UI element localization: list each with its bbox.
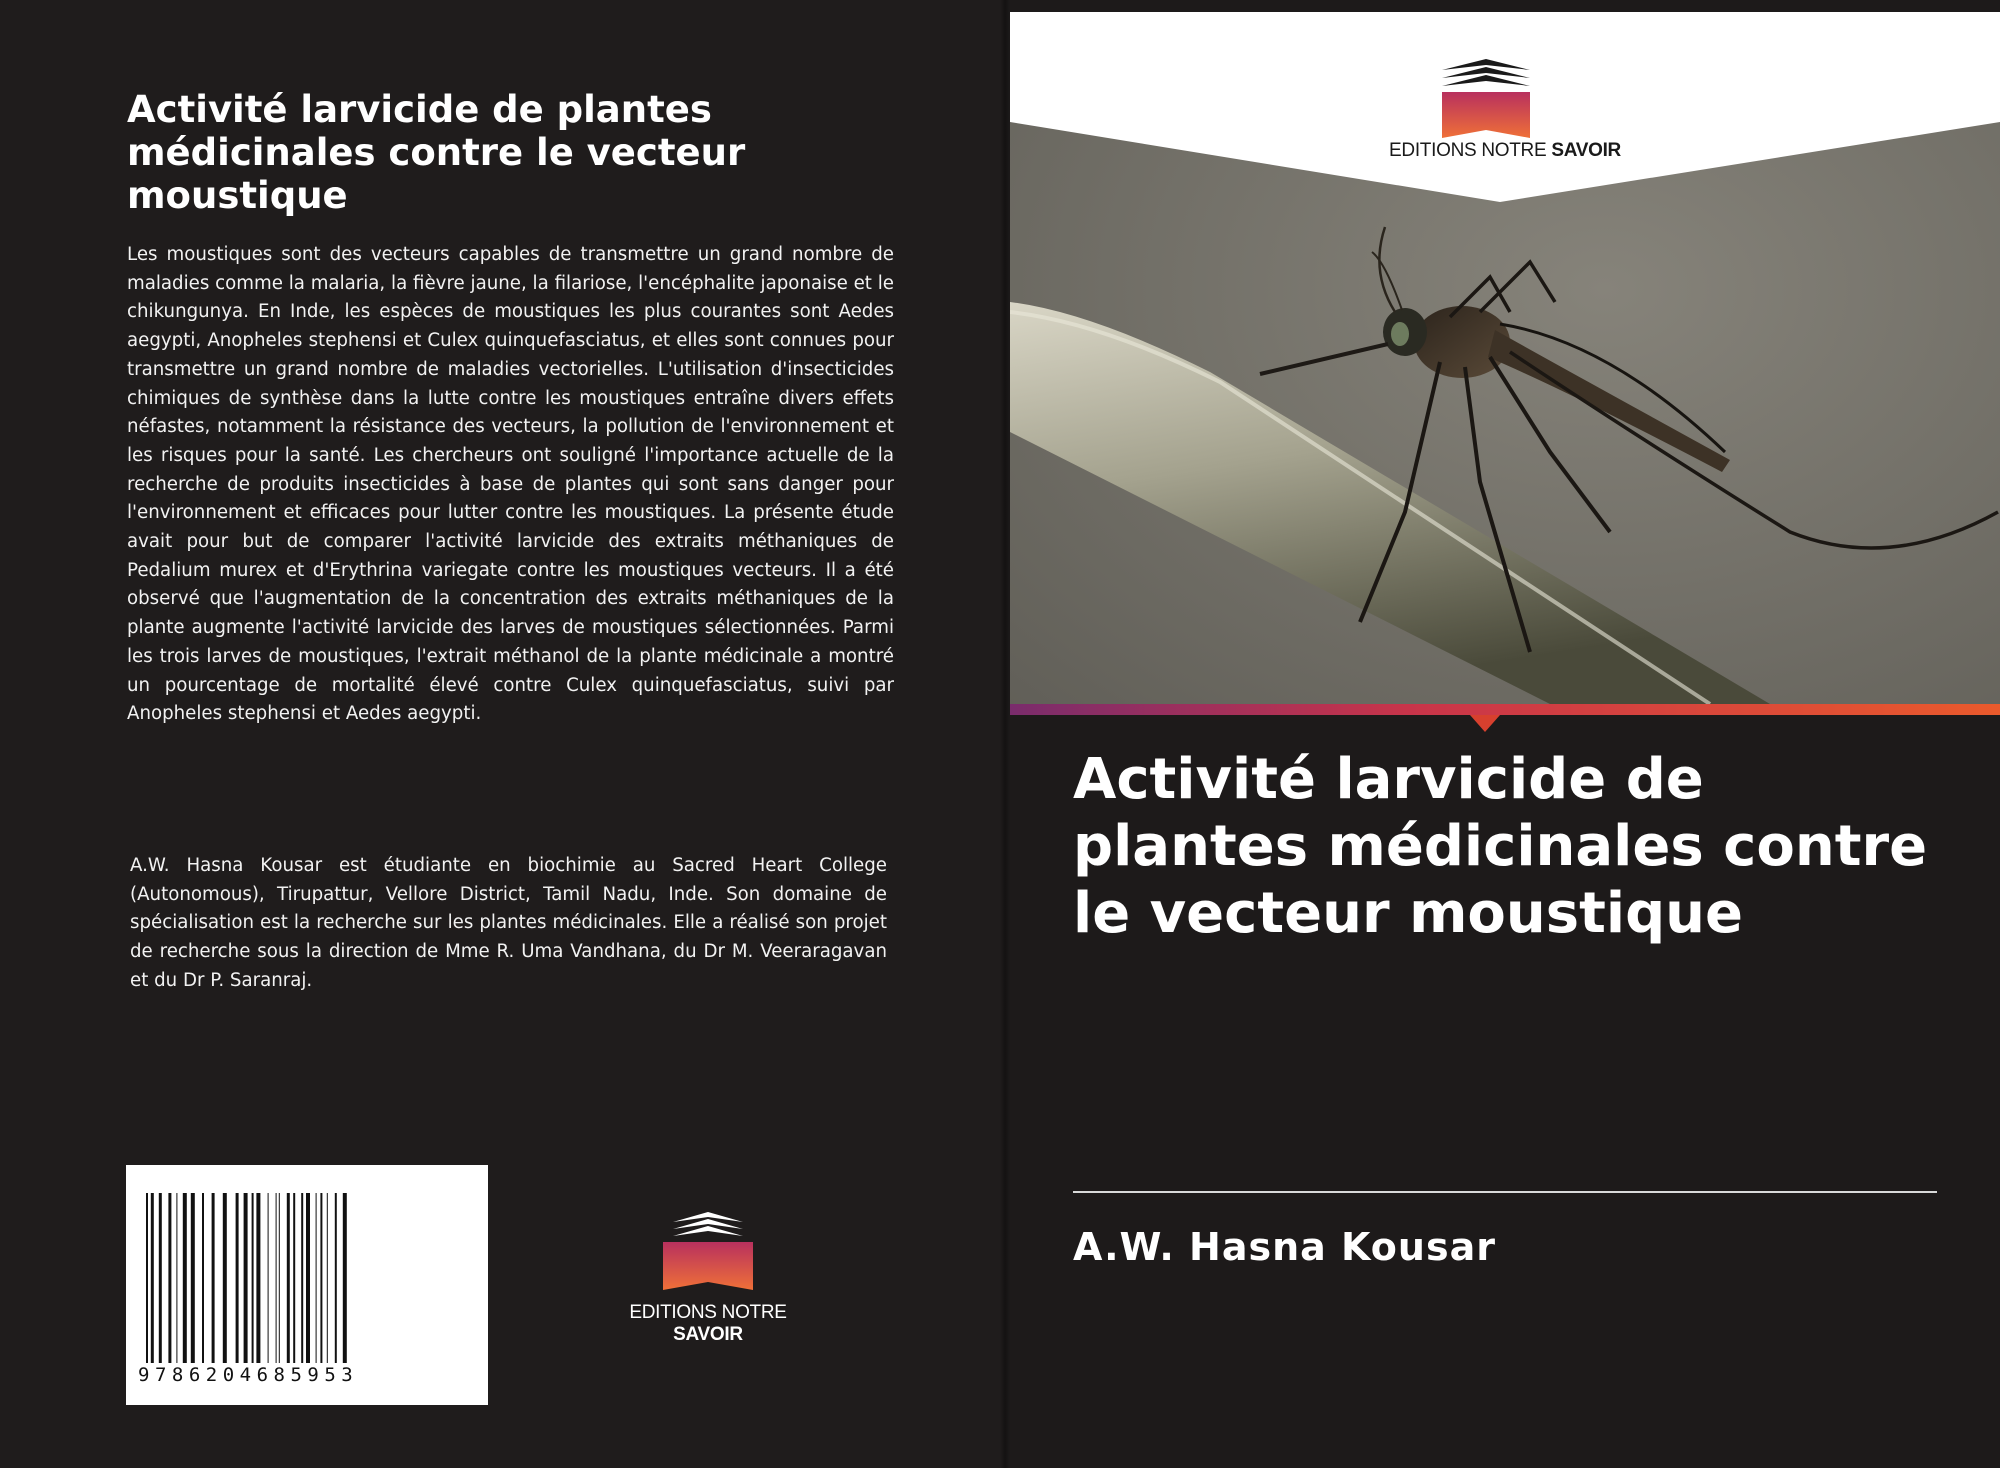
book-stack-logo-icon (593, 1210, 823, 1300)
publisher-bold: SAVOIR (1551, 140, 1621, 161)
publisher-header (1010, 0, 2000, 190)
isbn-barcode (126, 1165, 488, 1405)
front-cover (1010, 0, 2000, 1468)
front-cover-title: Activité larvicide de plantes médicinales contre le vecteur moustique (1073, 747, 1928, 946)
stripe-pointer (1470, 715, 1500, 732)
accent-stripe (1010, 704, 2000, 736)
publisher-prefix: EDITIONS NOTRE (629, 1302, 787, 1323)
author-bio: A.W. Hasna Kousar est étudiante en biochimie au Sacred Heart College (Autonomous), Tirupattur, Vellore District, Tamil Nadu, Inde. Son domaine de spécialisation est la recherche sur les plantes médicinales. Elle a réalisé son projet de recherche sous la direction de Mme R. Uma Vandhana, du Dr M. Veeraragavan et du Dr P. Saranraj. (130, 855, 887, 991)
header-banner (1010, 12, 2000, 202)
isbn-digits: 9786204685953 (138, 1364, 359, 1386)
barcode-bars (144, 1193, 470, 1363)
publisher-name-back (593, 1302, 823, 1346)
publisher-prefix: EDITIONS NOTRE (1389, 140, 1547, 161)
back-cover-title: Activité larvicide de plantes médicinales contre le vecteur moustique (127, 88, 746, 217)
author-name: A.W. Hasna Kousar (1073, 1225, 1496, 1269)
publisher-logo-back (593, 1210, 823, 1345)
publisher-bold: SAVOIR (673, 1324, 743, 1345)
spine (1000, 0, 1010, 1468)
publisher-name-front (1010, 140, 2000, 162)
title-divider (1073, 1191, 1937, 1193)
back-cover-abstract: Les moustiques sont des vecteurs capables de transmettre un grand nombre de maladies comme la malaria, la fièvre jaune, la filariose, l'encéphalite japonaise et le chikungunya. En Inde, les espèces de moustiques les plus courantes sont Aedes aegypti, Anopheles stephensi et Culex quinquefasciatus, et elles sont connues pour transmettre un grand nombre de maladies vectorielles. L'utilisation d'insecticides chimiques de synthèse dans la lutte contre les moustiques entraîne divers effets néfastes, notamment la résistance des vecteurs, la pollution de l'environnement et les risques pour la santé. Les chercheurs ont souligné l'importance actuelle de la recherche de produits insecticides à base de plantes qui sont sans danger pour l'environnement et efficaces pour lutter contre les moustiques. La présente étude avait pour but de comparer l'activité larvicide des extraits méthaniques de Pedalium murex et d'Erythrina variegate contre les moustiques vecteurs. Il a été observé que l'augmentation de la concentration des extraits méthaniques de la plante augmente l'activité larvicide des larves de moustiques sélectionnées. Parmi les trois larves de moustiques, l'extrait méthanol de la plante médicinale a montré un pourcentage de mortalité élevé contre Culex quinquefasciatus, suivi par Anopheles stephensi et Aedes aegypti. (127, 244, 894, 725)
